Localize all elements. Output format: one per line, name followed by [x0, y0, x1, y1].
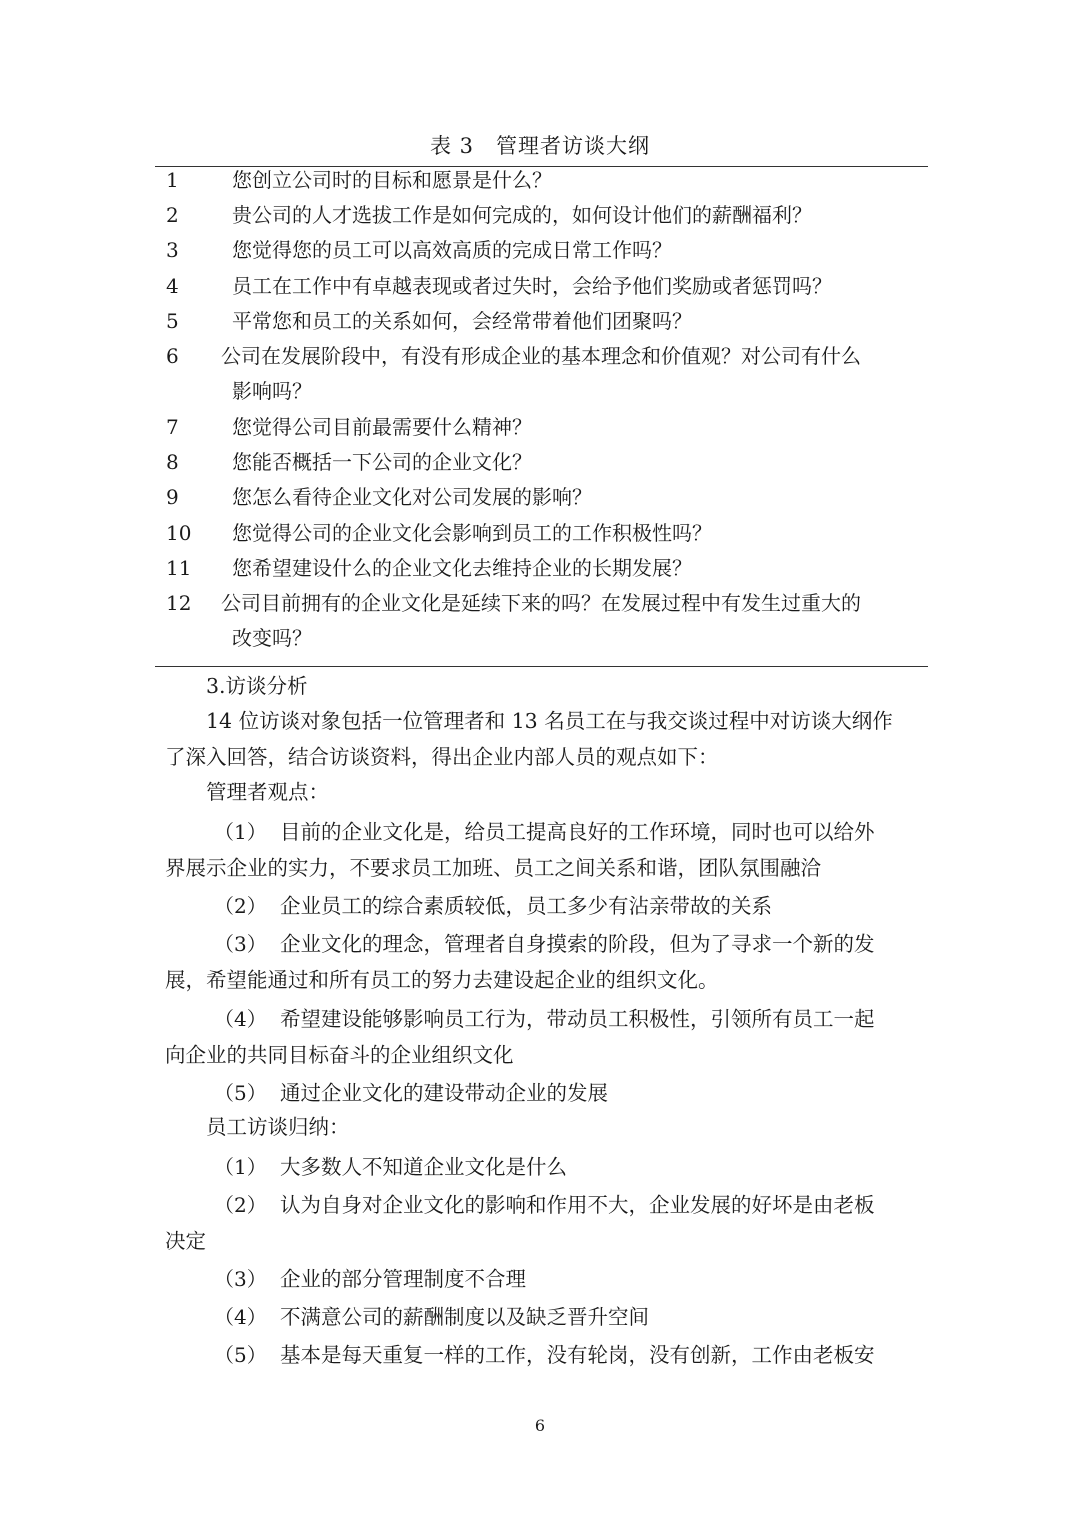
- row-question: 您能否概括一下公司的企业文化？: [232, 450, 532, 474]
- list-item-label: （5）: [214, 1081, 267, 1105]
- list-item-label: （5）: [214, 1343, 267, 1367]
- row-number: 6: [166, 344, 179, 368]
- list-item-label: （2）: [214, 894, 267, 918]
- list-item-label: （4）: [214, 1305, 267, 1329]
- intro-paragraph-line: 了深入回答，结合访谈资料，得出企业内部人员的观点如下：: [165, 745, 719, 769]
- list-item-label: （4）: [214, 1007, 267, 1031]
- manager-heading: 管理者观点：: [206, 780, 329, 804]
- row-question: 公司在发展阶段中，有没有形成企业的基本理念和价值观？对公司有什么: [221, 344, 861, 368]
- row-question: 您觉得您的员工可以高效高质的完成日常工作吗？: [232, 238, 672, 262]
- list-item-label: （2）: [214, 1193, 267, 1217]
- list-item-text: 认为自身对企业文化的影响和作用不大，企业发展的好坏是由老板: [280, 1193, 875, 1217]
- row-number: 10: [166, 521, 192, 545]
- row-number: 2: [166, 203, 179, 227]
- page-number: 6: [534, 1416, 546, 1435]
- row-question-continued: 改变吗？: [232, 626, 312, 650]
- table-title: 表 3 管理者访谈大纲: [429, 134, 651, 158]
- list-item-text: 企业文化的理念，管理者自身摸索的阶段，但为了寻求一个新的发: [280, 932, 875, 956]
- row-question: 您创立公司时的目标和愿景是什么？: [232, 168, 552, 192]
- list-item-text: 希望建设能够影响员工行为，带动员工积极性，引领所有员工一起: [280, 1007, 875, 1031]
- row-number: 5: [166, 309, 179, 333]
- list-item-text: 基本是每天重复一样的工作，没有轮岗，没有创新，工作由老板安: [280, 1343, 875, 1367]
- list-item-text: 不满意公司的薪酬制度以及缺乏晋升空间: [280, 1305, 649, 1329]
- row-question: 您觉得公司目前最需要什么精神？: [232, 415, 532, 439]
- row-number: 11: [166, 556, 192, 580]
- row-question: 您希望建设什么的企业文化去维持企业的长期发展？: [232, 556, 692, 580]
- list-item-text: 目前的企业文化是，给员工提高良好的工作环境，同时也可以给外: [280, 820, 875, 844]
- row-question: 贵公司的人才选拔工作是如何完成的，如何设计他们的薪酬福利？: [232, 203, 812, 227]
- row-number: 4: [166, 274, 179, 298]
- table-bottom-rule: [155, 666, 928, 667]
- list-item-text: 企业的部分管理制度不合理: [280, 1267, 526, 1291]
- list-item-text: 通过企业文化的建设带动企业的发展: [280, 1081, 608, 1105]
- row-number: 9: [166, 485, 179, 509]
- list-item-text: 企业员工的综合素质较低，员工多少有沾亲带故的关系: [280, 894, 772, 918]
- row-question: 平常您和员工的关系如何，会经常带着他们团聚吗？: [232, 309, 692, 333]
- list-item-text: 大多数人不知道企业文化是什么: [280, 1155, 567, 1179]
- list-item-label: （3）: [214, 932, 267, 956]
- row-question-continued: 影响吗？: [232, 379, 312, 403]
- row-number: 12: [166, 591, 192, 615]
- list-item-text-continued: 界展示企业的实力，不要求员工加班、员工之间关系和谐，团队氛围融洽: [165, 856, 821, 880]
- list-item-text-continued: 向企业的共同目标奋斗的企业组织文化: [165, 1043, 514, 1067]
- list-item-label: （1）: [214, 1155, 267, 1179]
- list-item-text-continued: 展，希望能通过和所有员工的努力去建设起企业的组织文化。: [165, 968, 719, 992]
- row-number: 1: [166, 168, 179, 192]
- row-question: 员工在工作中有卓越表现或者过失时，会给予他们奖励或者惩罚吗？: [232, 274, 832, 298]
- row-question: 公司目前拥有的企业文化是延续下来的吗？在发展过程中有发生过重大的: [221, 591, 861, 615]
- intro-paragraph-line: 14 位访谈对象包括一位管理者和 13 名员工在与我交谈过程中对访谈大纲作: [206, 709, 893, 733]
- row-number: 8: [166, 450, 179, 474]
- row-question: 您怎么看待企业文化对公司发展的影响？: [232, 485, 592, 509]
- row-number: 3: [166, 238, 179, 262]
- list-item-label: （1）: [214, 820, 267, 844]
- employee-heading: 员工访谈归纳：: [206, 1115, 350, 1139]
- row-question: 您觉得公司的企业文化会影响到员工的工作积极性吗？: [232, 521, 712, 545]
- section-heading: 3.访谈分析: [206, 674, 308, 698]
- row-number: 7: [166, 415, 179, 439]
- list-item-label: （3）: [214, 1267, 267, 1291]
- list-item-text-continued: 决定: [165, 1229, 206, 1253]
